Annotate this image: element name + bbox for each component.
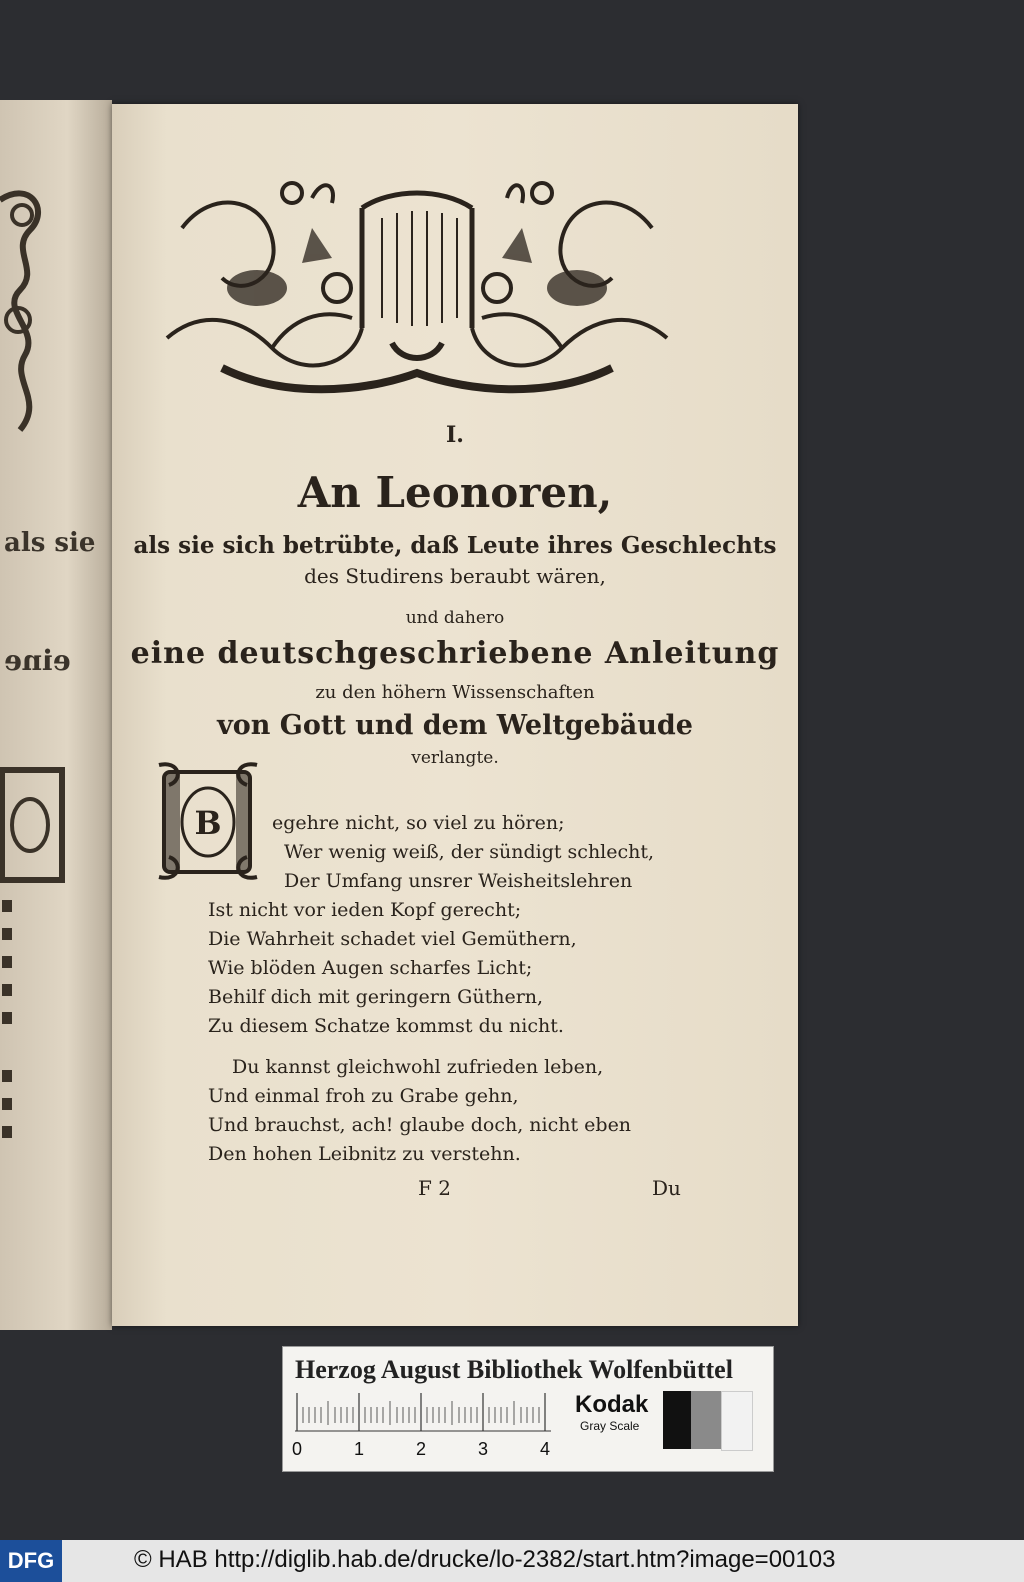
- ruler-label-3: 3: [478, 1439, 489, 1459]
- verse-5: Die Wahrheit schadet viel Gemüthern,: [208, 928, 577, 950]
- verse-6: Wie blöden Augen scharfes Licht;: [208, 957, 533, 979]
- dropcap-letter: B: [194, 804, 222, 842]
- ruler-label-1: 1: [354, 1439, 365, 1459]
- gray-scale-label: Gray Scale: [580, 1419, 640, 1433]
- kodak-logo: Kodak: [575, 1391, 649, 1418]
- ruler-label-2: 2: [416, 1439, 427, 1459]
- left-fragment-2: eine: [4, 644, 71, 677]
- color-calibration-bar: [282, 1346, 774, 1472]
- subtitle-line-3: und dahero: [405, 608, 505, 628]
- ruler-label-4: 4: [540, 1439, 551, 1459]
- gray-patch-mid: [691, 1391, 721, 1449]
- verse-3: Der Umfang unsrer Weisheitslehren: [284, 870, 633, 892]
- left-dropcap-ornament: [0, 760, 70, 890]
- verse-12: Den hohen Leibnitz zu verstehn.: [208, 1143, 521, 1165]
- library-name: Herzog August Bibliothek Wolfenbüttel: [295, 1355, 733, 1384]
- subtitle-line-4: eine deutschgeschriebene Anleitung: [130, 636, 780, 671]
- verse-1: egehre nicht, so viel zu hören;: [272, 812, 565, 834]
- book-page: [112, 104, 798, 1326]
- catchword: Du: [652, 1176, 681, 1200]
- facing-page: [0, 100, 112, 1330]
- ruler-label-0: 0: [292, 1439, 303, 1459]
- subtitle-line-6: von Gott und dem Weltgebäude: [217, 710, 693, 741]
- left-fragment-1: als sie: [4, 528, 96, 558]
- verse-11: Und brauchst, ach! glaube doch, nicht eben: [208, 1114, 632, 1136]
- gray-patch-black: [663, 1391, 691, 1449]
- left-text-edge: [0, 900, 20, 1160]
- credit-link[interactable]: © HAB http://diglib.hab.de/drucke/lo-2382/start.htm?image=00103: [134, 1546, 836, 1573]
- subtitle-line-2: des Studirens beraubt wären,: [304, 564, 606, 588]
- gray-patch-white: [721, 1391, 753, 1451]
- dropcap-ornament: [154, 760, 262, 882]
- verse-2: Wer wenig weiß, der sündigt schlecht,: [284, 841, 655, 863]
- footer-bar: [0, 1540, 1024, 1582]
- ornament-headpiece: [162, 168, 672, 398]
- poem-title: An Leonoren,: [297, 468, 613, 517]
- poem-number: I.: [446, 422, 464, 448]
- verse-7: Behilf dich mit geringern Güthern,: [208, 986, 544, 1008]
- verse-8: Zu diesem Schatze kommst du nicht.: [208, 1015, 564, 1037]
- verse-10: Und einmal froh zu Grabe gehn,: [208, 1085, 519, 1107]
- signature-mark: F 2: [418, 1176, 451, 1200]
- subtitle-line-7: verlangte.: [411, 748, 499, 768]
- subtitle-line-5: zu den höhern Wissenschaften: [315, 682, 595, 703]
- verse-9: Du kannst gleichwohl zufrieden leben,: [232, 1056, 604, 1078]
- ruler: [295, 1393, 557, 1433]
- verse-4: Ist nicht vor ieden Kopf gerecht;: [208, 899, 522, 921]
- subtitle-line-1: als sie sich betrübte, daß Leute ihres Geschlechts: [133, 532, 777, 559]
- dfg-logo: DFG: [0, 1540, 62, 1582]
- left-ornament: [0, 180, 60, 440]
